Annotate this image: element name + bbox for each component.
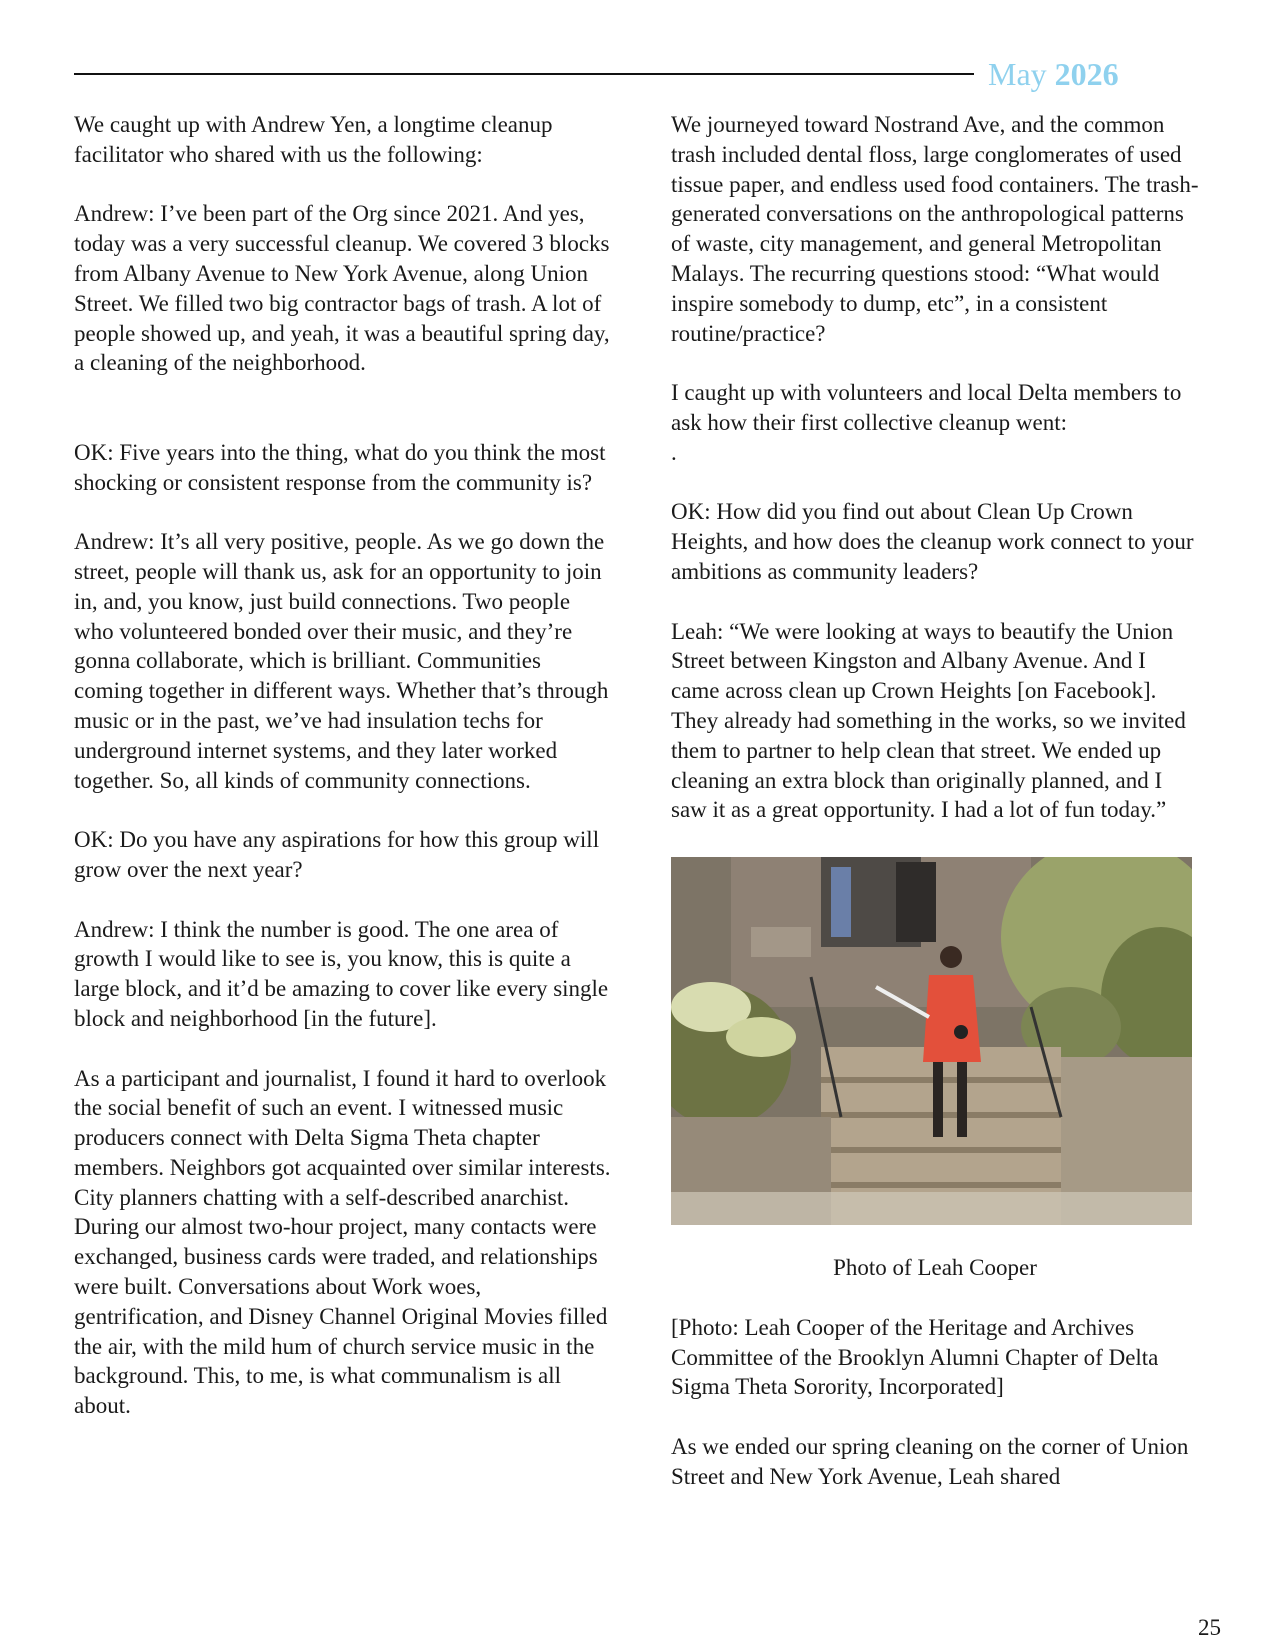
paragraph: We journeyed toward Nostrand Ave, and the common trash included dental floss, large conglomerates of used tissue paper, and endless used food containers. The trash-generated conversations on the anthropological patterns of waste, city management, and general Metropolitan Malays. The recurring questions stood: “What would inspire somebody to dump, etc”, in a consistent routine/practice? <box>671 112 1199 346</box>
issue-date <box>988 52 1119 96</box>
photo-credit: [Photo: Leah Cooper of the Heritage and Archives Committee of the Brooklyn Alumni Chapter of Delta Sigma Theta Sorority, Incorporated] <box>671 1314 1159 1400</box>
header-rule <box>74 73 974 75</box>
paragraph: OK: How did you find out about Clean Up Crown Heights, and how does the cleanup work connect to your ambitions as community leaders? <box>671 499 1194 584</box>
paragraph: We caught up with Andrew Yen, a longtime cleanup facilitator who shared with us the following: <box>74 112 553 167</box>
leah-cooper-photo <box>671 857 1192 1225</box>
paragraph: Andrew: It’s all very positive, people. As we go down the street, people will thank us, ask for an opportunity to join in, and, you know, just build connections. Two people who volunteered bonded over their music, and they’re gonna collaborate, which is brilliant. Communities coming together in different ways. Whether that’s through music or in the past, we’ve had insulation techs for underground internet systems, and they later worked together. So, all kinds of community connections. <box>74 529 609 793</box>
paragraph: Leah: “We were looking at ways to beautify the Union Street between Kingston and Albany Avenue. And I came across clean up Crown Heights [on Facebook]. They already had something in the works, so we invited them to partner to help clean that street. We ended up cleaning an extra block than originally planned, and I saw it as a great opportunity. I had a lot of fun today.” <box>671 618 1186 823</box>
paragraph: OK: Five years into the thing, what do you think the most shocking or consistent response from the community is? <box>74 439 606 495</box>
paragraph: Andrew: I think the number is good. The one area of growth I would like to see is, you know, this is quite a large block, and it’d be amazing to cover like every single block and neighborhood [in the future]. <box>74 916 609 1031</box>
paragraph: Andrew: I’ve been part of the Org since 2021. And yes, today was a very successful cleanup. We covered 3 blocks from Albany Avenue to New York Avenue, along Union Street. We filled two big contractor bags of trash. A lot of people showed up, and yeah, it was a beautiful spring day, a cleaning of the neighborhood. <box>74 201 610 376</box>
issue-year: 2026 <box>1054 56 1119 92</box>
left-column <box>74 110 614 1451</box>
paragraph: As we ended our spring cleaning on the corner of Union Street and New York Avenue, Leah shared <box>671 1433 1189 1489</box>
paragraph: As a participant and journalist, I found it hard to overlook the social benefit of such an event. I witnessed music producers connect with Delta Sigma Theta chapter members. Neighbors got acquainted over similar interests. City planners chatting with a self-described anarchist. During our almost two-hour project, many contacts were exchanged, business cards were traded, and relationships were built. Conversations about Work woes, gentrification, and Disney Channel Original Movies filled the air, with the mild hum of church service music in the background. This, to me, is what communalism is all about. <box>74 1065 611 1419</box>
issue-month: May <box>988 56 1047 92</box>
paragraph: OK: Do you have any aspirations for how this group will grow over the next year? <box>74 827 600 882</box>
right-column <box>671 110 1199 1521</box>
page-number: 25 <box>1198 1615 1221 1640</box>
paragraph: I caught up with volunteers and local Delta members to ask how their first collective cleanup went: <box>671 380 1182 435</box>
dot-line: . <box>671 439 677 465</box>
photo-caption: Photo of Leah Cooper <box>833 1255 1037 1281</box>
